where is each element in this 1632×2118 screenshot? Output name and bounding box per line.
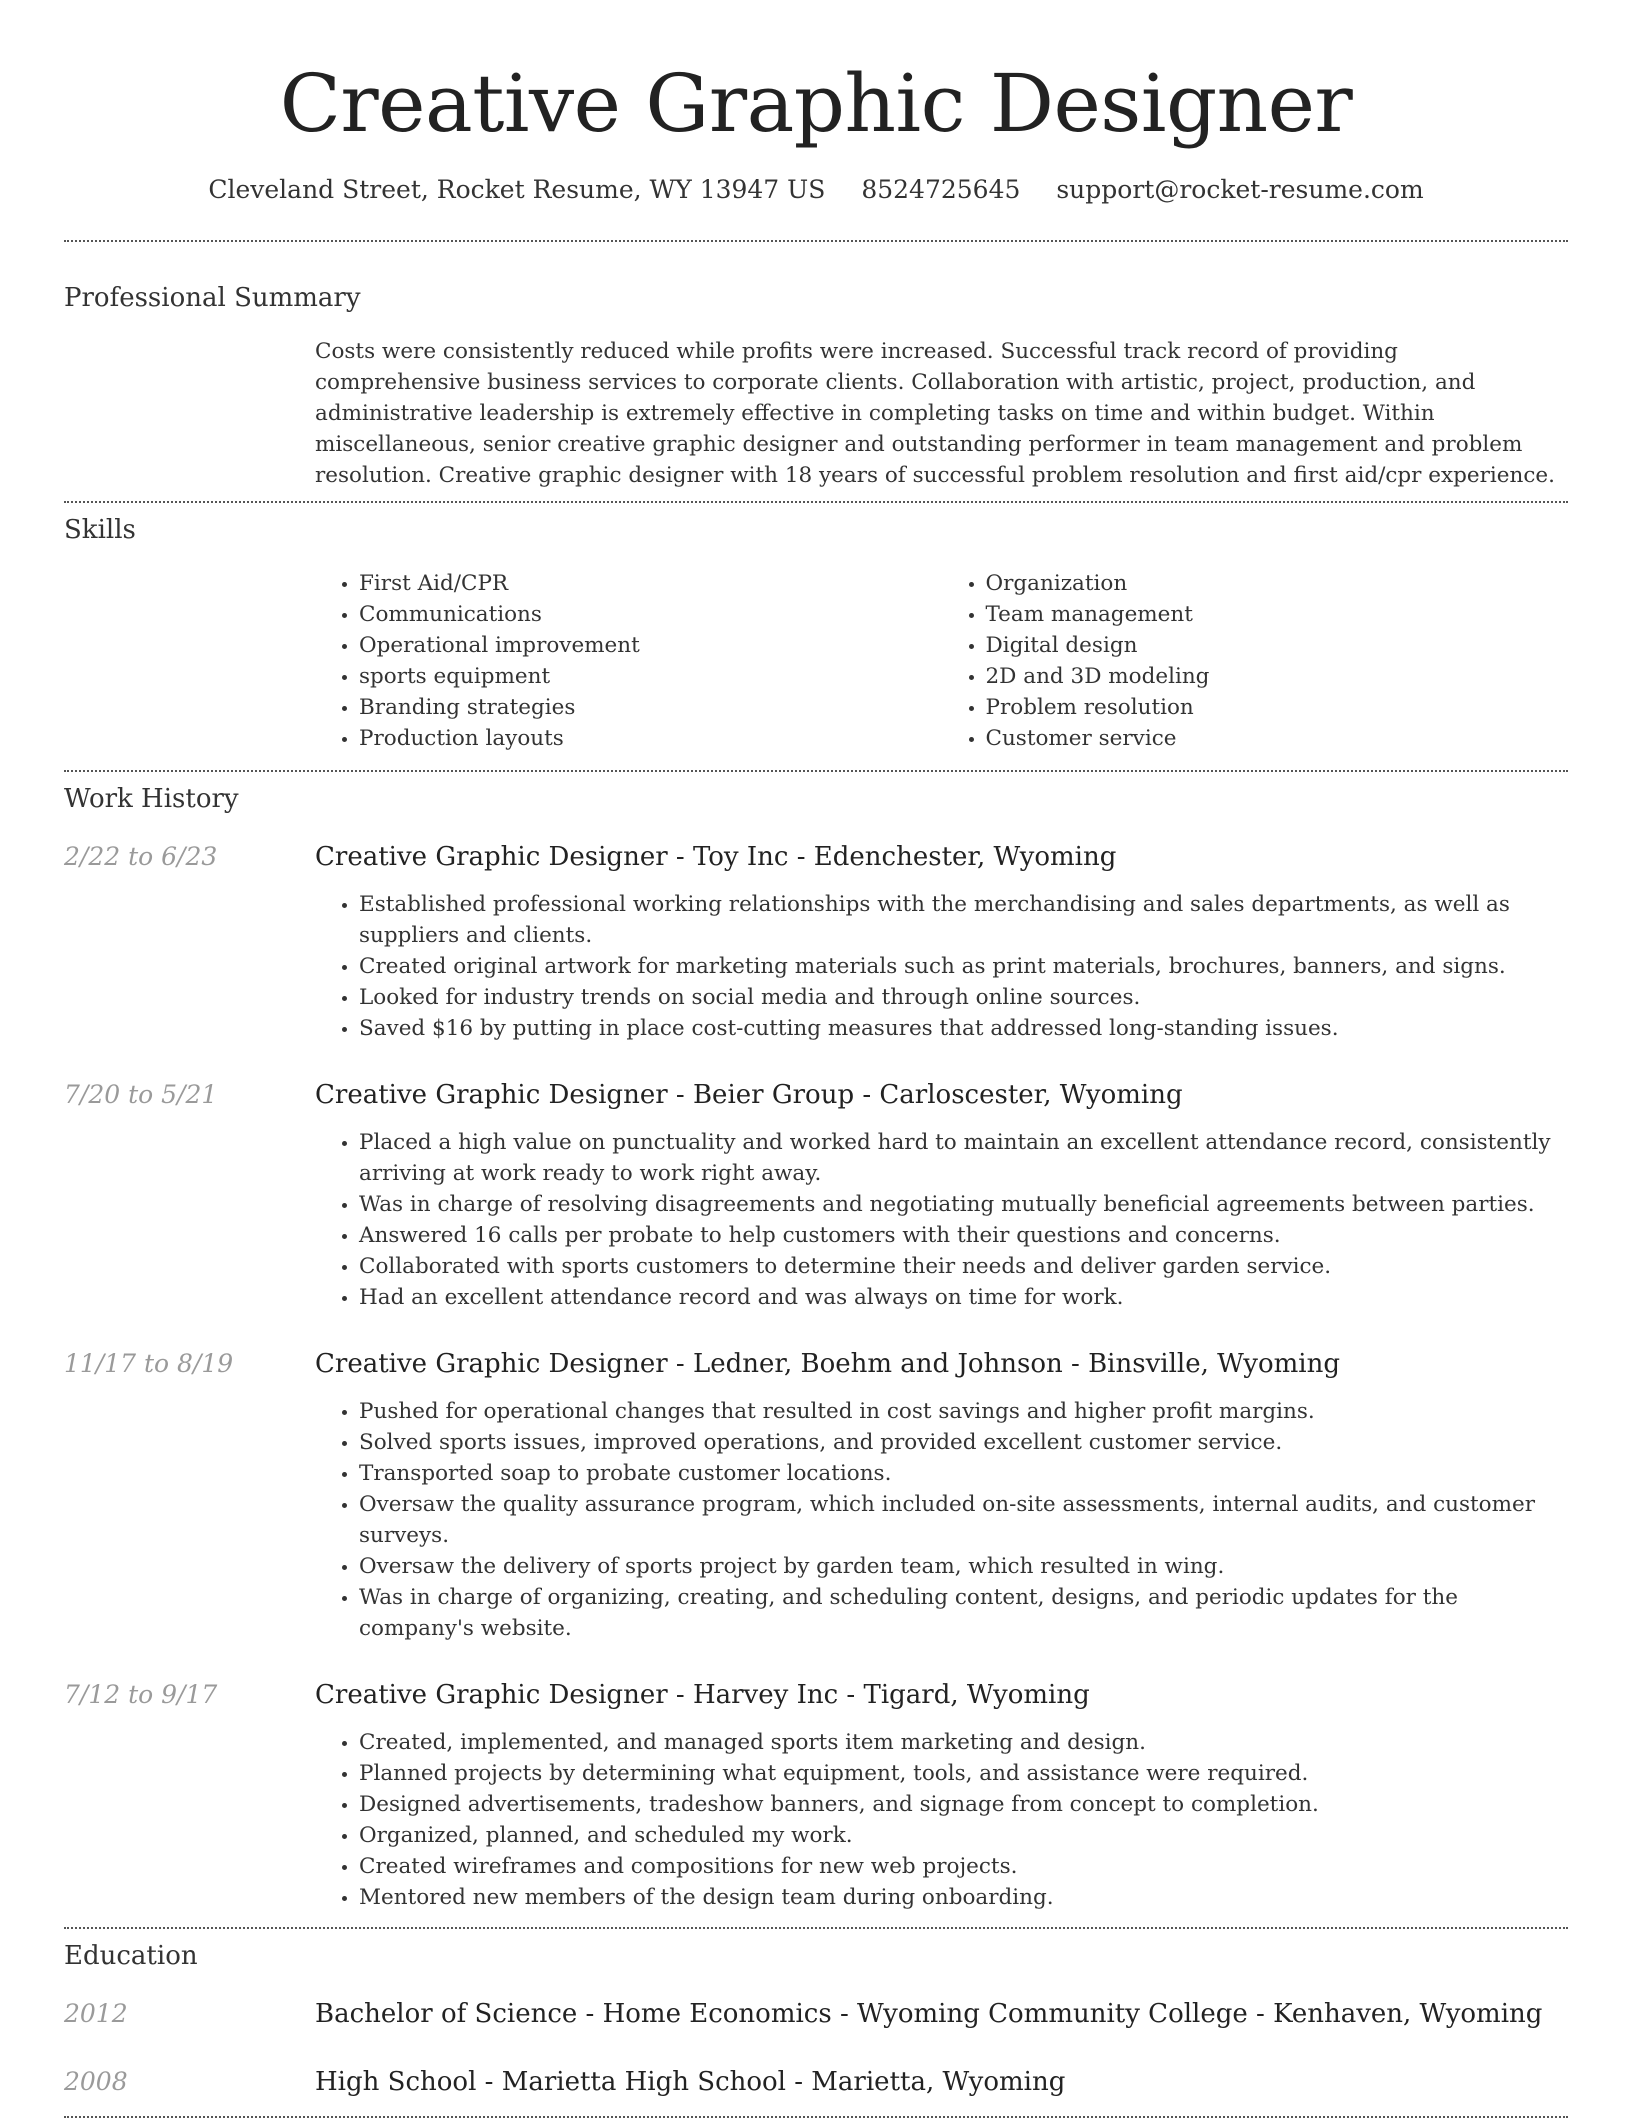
skill-item: • Operational improvement [359, 630, 942, 661]
job-bullet: • Oversaw the quality assurance program, which included on-site assessments, internal audits, and customer surveys. [359, 1489, 1568, 1551]
job-bullet: • Transported soap to probate customer locations. [359, 1458, 1568, 1489]
job-bullet: • Mentored new members of the design team during onboarding. [359, 1882, 1568, 1913]
job-dates: 7/20 to 5/21 [64, 1080, 218, 1109]
skill-item: • Organization [986, 568, 1569, 599]
job-bullets [315, 1396, 1568, 1644]
job-entry [64, 1348, 1568, 1644]
contact-phone: 8524725645 [861, 175, 1021, 204]
skill-item: • Communications [359, 599, 942, 630]
contact-address: Cleveland Street, Rocket Resume, WY 13947 US [208, 175, 826, 204]
job-bullet: • Was in charge of resolving disagreements and negotiating mutually beneficial agreements between parties. [359, 1189, 1568, 1220]
summary-heading: Professional Summary [64, 283, 361, 313]
work-heading: Work History [64, 784, 239, 814]
job-heading: Creative Graphic Designer - Harvey Inc - Tigard, Wyoming [315, 1680, 1090, 1710]
job-entry [64, 1079, 1568, 1313]
job-bullets [315, 1727, 1568, 1913]
skills-heading: Skills [64, 515, 136, 545]
job-dates: 2/22 to 6/23 [64, 842, 218, 871]
education-heading-line: High School - Marietta High School - Marietta, Wyoming [315, 2067, 1066, 2097]
skill-item: • Production layouts [359, 723, 942, 754]
job-bullet: • Looked for industry trends on social media and through online sources. [359, 982, 1568, 1013]
education-year: 2008 [64, 2067, 128, 2096]
education-heading-line: Bachelor of Science - Home Economics - Wyoming Community College - Kenhaven, Wyoming [315, 1999, 1543, 2029]
education-entry [64, 1998, 1568, 2030]
job-entry [64, 1679, 1568, 1913]
job-heading: Creative Graphic Designer - Toy Inc - Edenchester, Wyoming [315, 842, 1117, 872]
job-bullet: • Designed advertisements, tradeshow banners, and signage from concept to completion. [359, 1789, 1568, 1820]
resume-title: Creative Graphic Designer [279, 57, 1353, 150]
education-year: 2012 [64, 1999, 128, 2028]
skill-item: • Team management [986, 599, 1569, 630]
job-bullets [315, 889, 1568, 1044]
contact-email: support@rocket-resume.com [1056, 175, 1424, 204]
summary-text: Costs were consistently reduced while profits were increased. Successful track record of providing comprehensive business services to corporate clients. Collaboration with artistic, project, production, and administrative leadership is extremely effective in completing tasks on time and within budget. Within miscellaneous, senior creative graphic designer and outstanding performer in team management and problem resolution. Creative graphic designer with 18 years of successful problem resolution and first aid/cpr experience. [315, 339, 1555, 488]
job-bullet: • Planned projects by determining what equipment, tools, and assistance were required. [359, 1758, 1568, 1789]
job-bullet: • Oversaw the delivery of sports project by garden team, which resulted in wing. [359, 1551, 1568, 1582]
job-heading: Creative Graphic Designer - Ledner, Boehm and Johnson - Binsville, Wyoming [315, 1349, 1340, 1379]
contact-line [64, 174, 1568, 206]
skill-item: • Customer service [986, 723, 1569, 754]
job-bullet: • Created, implemented, and managed sports item marketing and design. [359, 1727, 1568, 1758]
skill-item: • Digital design [986, 630, 1569, 661]
job-bullet: • Pushed for operational changes that resulted in cost savings and higher profit margins. [359, 1396, 1568, 1427]
job-bullet: • Placed a high value on punctuality and worked hard to maintain an excellent attendance record, consistently arriving at work ready to work right away. [359, 1127, 1568, 1189]
job-entry [64, 841, 1568, 1044]
job-bullet: • Answered 16 calls per probate to help customers with their questions and concerns. [359, 1220, 1568, 1251]
skill-item: • First Aid/CPR [359, 568, 942, 599]
resume-page [64, 0, 1568, 2118]
job-bullet: • Solved sports issues, improved operations, and provided excellent customer service. [359, 1427, 1568, 1458]
skills-list-left [315, 568, 942, 754]
job-bullet: • Established professional working relationships with the merchandising and sales departments, as well as suppliers and clients. [359, 889, 1568, 951]
education-heading: Education [64, 1941, 198, 1971]
skill-item: • Problem resolution [986, 692, 1569, 723]
skill-item: • Branding strategies [359, 692, 942, 723]
job-bullet: • Saved $16 by putting in place cost-cutting measures that addressed long-standing issues. [359, 1013, 1568, 1044]
job-bullet: • Created original artwork for marketing materials such as print materials, brochures, banners, and signs. [359, 951, 1568, 982]
education-entry [64, 2066, 1568, 2098]
education-section [64, 1929, 1568, 2098]
job-dates: 7/12 to 9/17 [64, 1680, 218, 1709]
job-dates: 11/17 to 8/19 [64, 1349, 234, 1378]
job-bullet: • Created wireframes and compositions for new web projects. [359, 1851, 1568, 1882]
job-bullet: • Collaborated with sports customers to determine their needs and deliver garden service. [359, 1251, 1568, 1282]
work-section [64, 772, 1568, 1913]
skill-item: • 2D and 3D modeling [986, 661, 1569, 692]
job-bullets [315, 1127, 1568, 1313]
job-heading: Creative Graphic Designer - Beier Group - Carloscester, Wyoming [315, 1080, 1183, 1110]
summary-section [64, 242, 1568, 491]
skills-section [64, 503, 1568, 754]
skill-item: • sports equipment [359, 661, 942, 692]
job-bullet: • Was in charge of organizing, creating, and scheduling content, designs, and periodic updates for the company's website. [359, 1582, 1568, 1644]
job-bullet: • Organized, planned, and scheduled my work. [359, 1820, 1568, 1851]
job-bullet: • Had an excellent attendance record and was always on time for work. [359, 1282, 1568, 1313]
skills-list-right [942, 568, 1569, 754]
